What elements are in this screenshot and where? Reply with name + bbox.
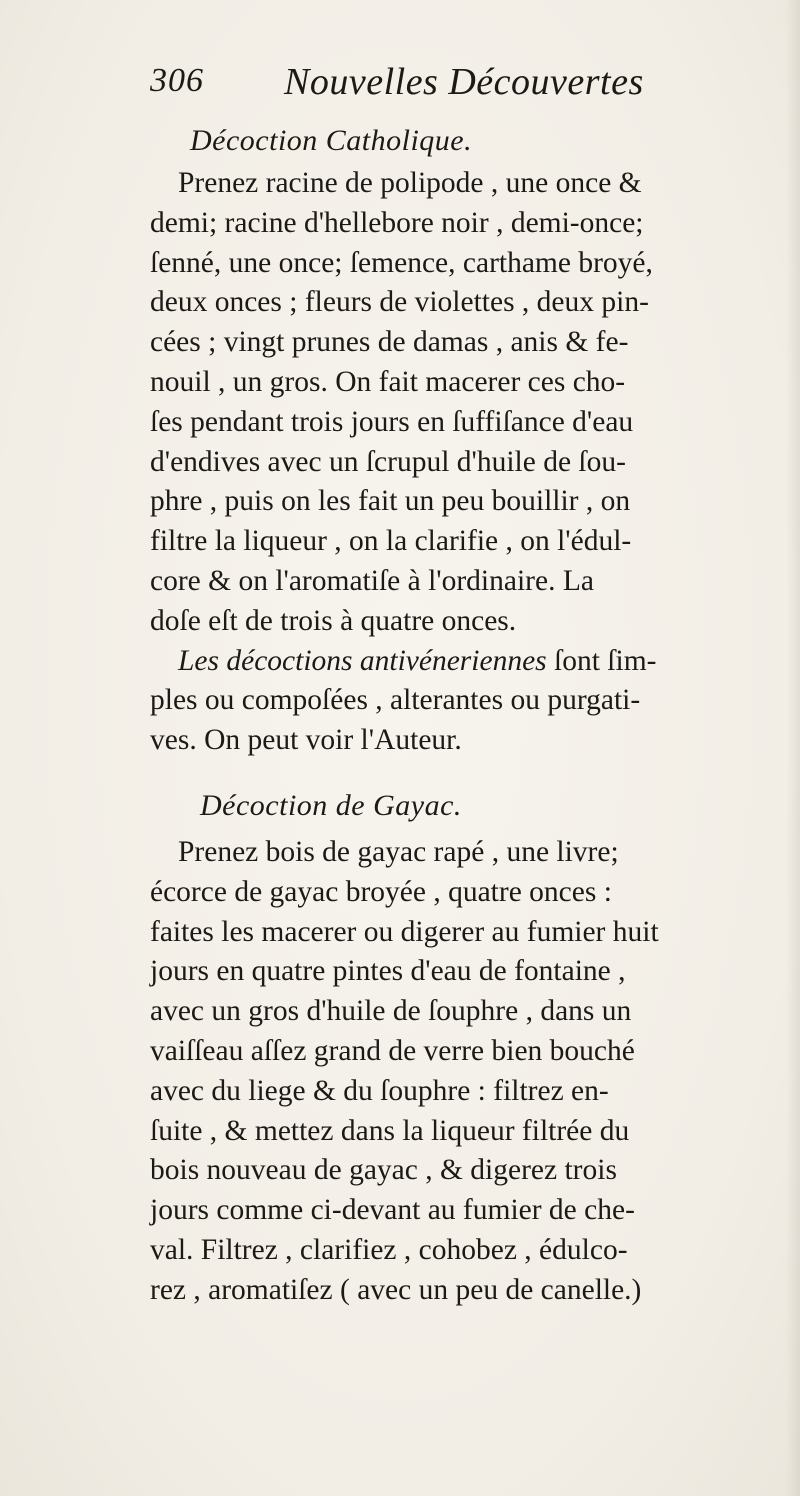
text-line: core & on l'aromatiſe à l'ordinaire. La [150,564,594,597]
text-line: deux onces ; fleurs de violettes , deux pin- [150,286,649,319]
text-line [150,642,800,682]
text-line: cées ; vingt prunes de damas , anis & fe- [150,326,629,359]
text-line: ſuite , & mettez dans la liqueur filtrée du [150,1114,630,1147]
page-header [150,62,710,112]
text-line: filtre la liqueur , on la clarifie , on l'édul- [150,525,632,558]
text-line: d'endives avec un ſcrupul d'huile de ſou- [150,445,626,478]
text-line: phre , puis on les fait un peu bouillir , on [150,485,631,518]
text-line: avec du liege & du ſouphre : filtrez en- [150,1074,609,1107]
italic-phrase: Les décoctions antivéneriennes [178,644,547,677]
text-line: jours comme ci-devant au fumier de che- [150,1194,635,1227]
text-line: rez , aromatiſez ( avec un peu de canelle.) [150,1273,642,1306]
text-line: écorce de gayac broyée , quatre onces : [150,875,612,908]
text-line: jours en quatre pintes d'eau de fontaine , [150,955,626,988]
text-line: ſenné, une once; ſemence, carthame broyé, [150,246,653,279]
text-line: vaiſſeau aſſez grand de verre bien bouché [150,1034,635,1067]
text-block [150,118,800,1311]
text-line: Prenez bois de gayac rapé , une livre; [178,835,619,868]
running-head: Nouvelles Découvertes [284,61,644,103]
text-fragment: ſont ſim- [546,644,657,677]
text-line: Prenez racine de polipode , une once & [178,167,642,199]
text-line: ves. On peut voir l'Auteur. [150,724,462,757]
text-line: demi; racine d'hellebore noir , demi-once; [150,206,644,239]
text-line: ſes pendant trois jours en ſuffiſance d'eau [150,405,634,438]
text-line: bois nouveau de gayac , & digerez trois [150,1154,617,1187]
text-line: avec un gros d'huile de ſouphre , dans un [150,995,632,1028]
section-title-catholique: Décoction Catholique. [190,124,473,157]
text-line: faites les macerer ou digerer au fumier huit [150,915,659,948]
text-line: val. Filtrez , clarifiez , cohobez , édulco- [150,1233,628,1266]
text-line: nouil , un gros. On fait macerer ces cho- [150,365,626,398]
text-line: ples ou compoſées , alterantes ou purgati- [150,684,641,717]
section-title-gayac: Décoction de Gayac. [200,788,462,822]
text-line: doſe eſt de trois à quatre onces. [150,604,517,637]
page-number: 306 [150,62,204,99]
